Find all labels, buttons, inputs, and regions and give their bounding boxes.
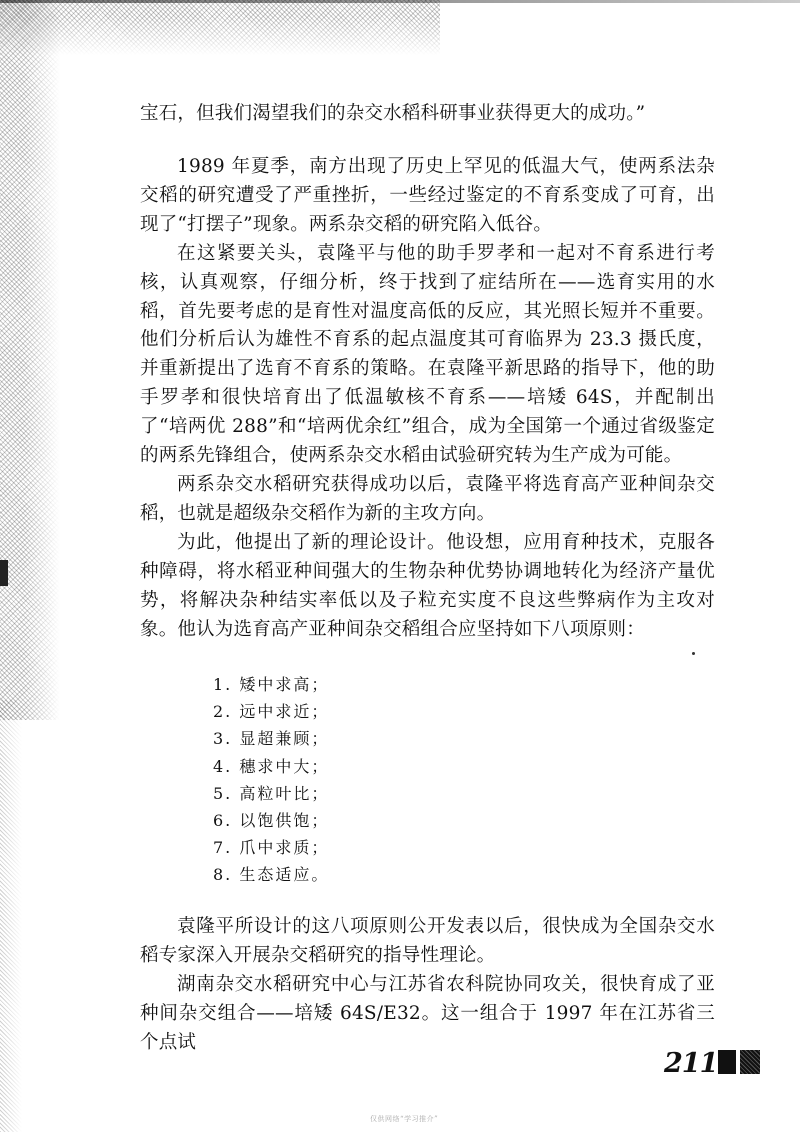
footer-watermark: 仅供网络“学习推介”: [370, 1115, 439, 1123]
list-item: 1. 矮中求高；: [213, 675, 330, 694]
closing-text-block: [140, 913, 715, 1058]
paragraph: 在这紧要关头，袁隆平与他的助手罗孝和一起对不育系进行考核，认真观察，仔细分析，终于找到了症结所在——选育实用的水稻，首先要考虑的是育性对温度高低的反应，其光照长短并不重要。他们分析后认为雄性不育系的起点温度其可育临界为 23.3 摄氏度，并重新提出了选育不育系的策略。在袁隆平新思路的指导下，他的助手罗孝和很快培育出了低温敏核不育系——培矮 64S，并配制出了“培两优 288”和“培两优余红”组合，成为全国第一个通过省级鉴定的两系先锋组合，使两系杂交水稻由试验研究转为生产成为可能。: [140, 242, 715, 467]
principles-list: [213, 671, 329, 889]
paragraph: 袁隆平所设计的这八项原则公开发表以后，很快成为全国杂交水稻专家深入开展杂交稻研究的指导性理论。: [140, 916, 715, 966]
paragraph: 为此，他提出了新的理论设计。他设想，应用育种技术，克服各种障碍，将水稻亚种间强大的生物杂种优势协调地转化为经济产量优势，将解决杂种结实率低以及子粒充实度不良这些弊病作为主攻对象。他认为选育高产亚种间杂交稻组合应坚持如下八项原则：: [140, 531, 715, 640]
paragraph: 宝石，但我们渴望我们的杂交水稻科研事业获得更大的成功。”: [140, 103, 646, 124]
list-item: 2. 远中求近；: [213, 702, 330, 722]
page-number-ornament: [718, 1050, 736, 1074]
scan-noise-top: [0, 0, 440, 55]
list-item: 8. 生态适应。: [213, 865, 330, 885]
paragraph: 两系杂交水稻研究获得成功以后，袁隆平将选育高产亚种间杂交稻，也就是超级杂交稻作为新的主攻方向。: [140, 473, 715, 524]
paragraph: 1989 年夏季，南方出现了历史上罕见的低温大气，使两系法杂交稻的研究遭受了严重挫折，一些经过鉴定的不育系变成了可育，出现了“打摆子”现象。两系杂交稻的研究陷入低谷。: [140, 156, 715, 235]
main-text-block: [140, 153, 715, 644]
list-item: 6. 以饱供饱；: [213, 811, 330, 831]
scan-noise-left-lower: [0, 700, 22, 1132]
scan-dot-mark: [692, 652, 695, 655]
page-number-ornament-hatched: [740, 1050, 760, 1074]
page-number: 211: [664, 1048, 718, 1079]
scan-noise-left: [0, 0, 60, 720]
list-item: 5. 高粒叶比；: [213, 783, 330, 803]
paragraph: 湖南杂交水稻研究中心与江苏省农科院协同攻关，很快育成了亚种间杂交组合——培矮 64S/E32。这一组合于 1997 年在江苏省三个点试: [140, 973, 715, 1053]
list-item: 3. 显超兼顾；: [213, 729, 330, 749]
continuation-paragraph: [140, 100, 715, 129]
list-item: 4. 穗求中大；: [213, 756, 330, 776]
scan-edge-mark: [0, 560, 8, 586]
list-item: 7. 爪中求质；: [213, 838, 330, 858]
